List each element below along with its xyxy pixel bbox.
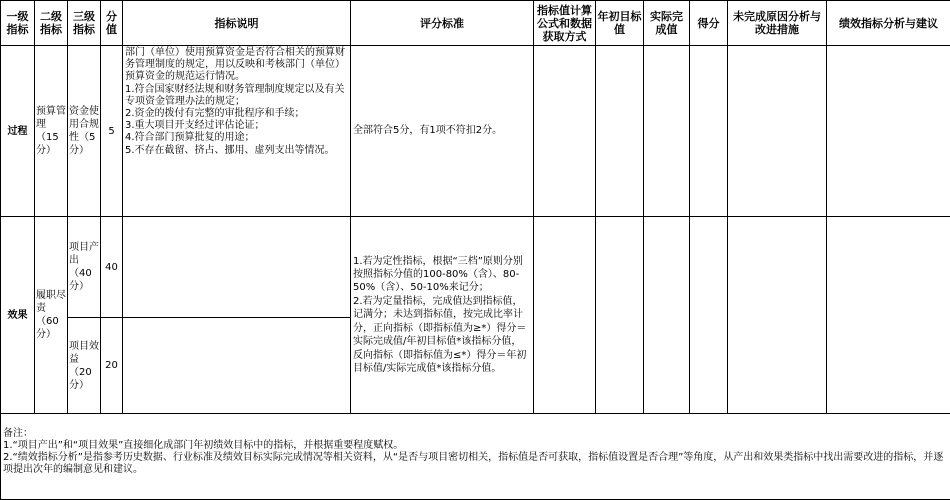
header-score: 得分: [690, 1, 728, 46]
header-formula: 指标值计算公式和数据获取方式: [534, 1, 596, 46]
notes-item: 2.“绩效指标分析”是指参考历史数据、行业标准及绩效目标实际完成情况等相关资料，从“是否与项目密切相关，指标值是否可获取，指标值设置是否合理”等角度，从产出和效果类指标中找出需要改进的指标，并逐项提出次年的编制意见和建议。: [3, 452, 944, 475]
effect-level2: 履职尽责（60分）: [35, 217, 68, 414]
header-initial-target: 年初目标值: [596, 1, 644, 46]
effect-benefit-description-cell: [123, 318, 351, 414]
process-description-item: 4.符合部门预算批复的用途；: [125, 132, 255, 144]
effect-analysis-cell: [827, 217, 950, 414]
header-reason-analysis: 未完成原因分析与改进措施: [728, 1, 827, 46]
effect-benefit-score-value: 20: [101, 318, 123, 414]
header-performance-analysis: 绩效指标分析与建议: [827, 1, 950, 46]
header-score-value: 分值: [101, 1, 123, 46]
notes-title: 备注：: [3, 428, 33, 439]
process-description-item: 1.符合国家财经法规和财务管理制度规定以及有关专项资金管理办法的规定；: [125, 83, 345, 107]
header-indicator-desc: 指标说明: [123, 1, 351, 46]
effect-output-row: [1, 217, 950, 318]
process-description-item: 3.重大项目开支经过评估论证；: [125, 120, 265, 132]
effect-reason-cell: [728, 217, 827, 414]
process-level1: 过程: [1, 46, 35, 217]
header-scoring-standard: 评分标准: [351, 1, 534, 46]
effect-actual-value-cell: [644, 217, 690, 414]
header-actual-value: 实际完成值: [644, 1, 690, 46]
effect-standard-item: 2.若为定量指标，完成值达到指标值，记满分；未达到指标值，按完成比率计分，正向指标（即指标值为≥*）得分＝实际完成值/年初目标值*该指标分值，反向指标（即指标值为≤*）得分＝年初目标值/实际完成值*该指标分值。: [353, 295, 527, 374]
process-level2: 预算管理（15分）: [35, 46, 68, 217]
process-level3: 资金使用合规性（5分）: [68, 46, 101, 217]
process-actual-value-cell: [644, 46, 690, 217]
process-description: [123, 46, 351, 217]
header-level2: 二级指标: [35, 1, 68, 46]
process-score-value: 5: [101, 46, 123, 217]
process-standard: 全部符合5分，有1项不符扣2分。: [351, 46, 534, 217]
notes-row: [1, 414, 950, 500]
notes-item: 1.“项目产出”和“项目效果”直接细化成部门年初绩效目标中的指标，并根据重要程度赋权。: [3, 440, 404, 451]
effect-initial-target-cell: [596, 217, 644, 414]
effect-level1: 效果: [1, 217, 35, 414]
process-reason-cell: [728, 46, 827, 217]
process-description-item: 5.不存在截留、挤占、挪用、虚列支出等情况。: [125, 144, 335, 156]
process-row: [1, 46, 950, 217]
effect-formula-cell: [534, 217, 596, 414]
process-formula-cell: [534, 46, 596, 217]
notes-cell: [1, 414, 950, 500]
process-description-item: 2.资金的拨付有完整的审批程序和手续；: [125, 108, 305, 120]
header-row: [1, 1, 950, 46]
process-initial-target-cell: [596, 46, 644, 217]
process-description-intro: 部门（单位）使用预算资金是否符合相关的预算财务管理制度的规定，用以反映和考核部门（单位）预算资金的规范运行情况。: [125, 47, 345, 83]
effect-score-cell: [690, 217, 728, 414]
effect-output-description-cell: [123, 217, 351, 318]
header-level3: 三级指标: [68, 1, 101, 46]
effect-standard: [351, 217, 534, 414]
effect-benefit-level3: 项目效益（20分）: [68, 318, 101, 414]
effect-output-level3: 项目产出（40分）: [68, 217, 101, 318]
process-analysis-cell: [827, 46, 950, 217]
effect-output-score-value: 40: [101, 217, 123, 318]
header-level1: 一级指标: [1, 1, 35, 46]
process-score-cell: [690, 46, 728, 217]
effect-standard-item: 1.若为定性指标，根据“三档”原则分别按照指标分值的100-80%（含）、80-50%（含）、50-10%来记分；: [353, 255, 523, 294]
